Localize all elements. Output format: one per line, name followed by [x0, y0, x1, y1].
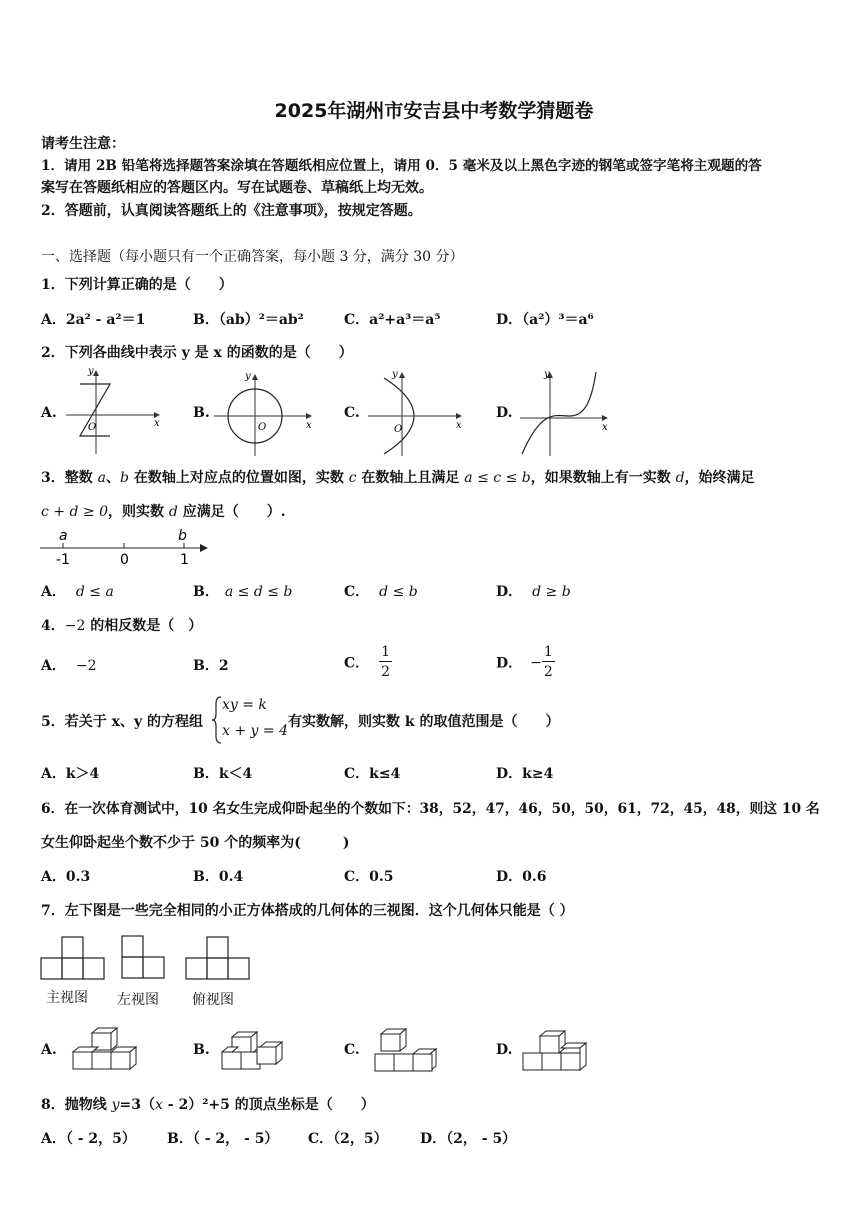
q3-option-c[interactable]: C． d ≤ b: [344, 584, 418, 600]
q7-view2-label: 左视图: [117, 992, 159, 1008]
q2-option-c[interactable]: C.: [344, 405, 360, 421]
q6-option-b[interactable]: B．0.4: [193, 869, 244, 885]
q2-a-origin: O: [88, 422, 97, 433]
q4-option-b[interactable]: B．2: [193, 658, 229, 674]
q5-option-d[interactable]: D．k≥4: [496, 766, 554, 782]
q7-solid-d: [520, 1025, 590, 1075]
notice-line1a: 1．请用 2B 铅笔将选择题答案涂填在答题纸相应位置上，请用 0．5 毫米及以上黑色字迹的钢笔或签字笔将主观题的答: [41, 158, 762, 174]
q7-top-view: [185, 936, 253, 982]
q2-option-a[interactable]: A.: [41, 405, 57, 421]
q8-stem: 8．抛物线 y=3（x - 2）²+5 的顶点坐标是（ ）: [41, 1097, 375, 1113]
q2-b-x-label: x: [306, 420, 312, 431]
q5-eq2: x + y = 4: [222, 723, 288, 739]
notice-line2: 2．答题前，认真阅读答题纸上的《注意事项》，按规定答题。: [41, 203, 422, 219]
q8-option-b[interactable]: B．（ - 2， - 5）: [167, 1131, 279, 1147]
q7-view1-label: 主视图: [46, 990, 88, 1006]
q4-option-a[interactable]: A． −2: [41, 658, 97, 674]
q3-option-a[interactable]: A． d ≤ a: [41, 584, 114, 600]
q2-graph-c: [364, 368, 464, 458]
q4-option-d[interactable]: D． − $\frac{1}{2}$: [496, 644, 553, 680]
q7-option-c[interactable]: C.: [344, 1042, 360, 1058]
q7-left-view: [120, 934, 168, 982]
q7-option-a[interactable]: A.: [41, 1042, 57, 1058]
q8-option-a[interactable]: A．（ - 2，5）: [41, 1131, 136, 1147]
q2-stem: 2．下列各曲线中表示 y 是 x 的函数的是（ ）: [41, 345, 353, 361]
q7-option-d[interactable]: D.: [496, 1042, 513, 1058]
q7-option-b[interactable]: B.: [193, 1042, 210, 1058]
q6-option-d[interactable]: D．0.6: [496, 869, 547, 885]
q2-c-origin: O: [394, 424, 403, 435]
q8-option-d[interactable]: D．（2， - 5）: [420, 1131, 517, 1147]
q2-graph-d: [516, 368, 616, 458]
q8-option-c[interactable]: C．（2，5）: [308, 1131, 388, 1147]
q2-option-d[interactable]: D.: [496, 405, 513, 421]
q2-b-origin: O: [258, 422, 267, 433]
q2-c-y-label: y: [392, 369, 398, 380]
q3-tick-neg1: -1: [56, 552, 70, 568]
notice-heading: 请考生注意：: [41, 136, 125, 152]
q2-graph-a: [62, 368, 162, 458]
q3-point-a: a: [59, 528, 68, 544]
q7-solid-c: [370, 1025, 440, 1075]
q2-b-y-label: y: [245, 371, 251, 382]
q1-option-d[interactable]: D．（a²）³＝a⁶: [496, 312, 594, 328]
q3-line1: 3．整数 a、b 在数轴上对应点的位置如图，实数 c 在数轴上且满足 a ≤ c ≤ b，如果数轴上有一实数 d，始终满足: [41, 470, 755, 486]
q1-option-b[interactable]: B．（ab）²＝ab²: [193, 312, 304, 328]
q6-option-c[interactable]: C．0.5: [344, 869, 394, 885]
q3-line2: c + d ≥ 0，则实数 d 应满足（ ）.: [41, 504, 286, 520]
q7-solid-a: [68, 1025, 138, 1075]
q7-front-view: [40, 936, 108, 982]
q4-option-c[interactable]: C． $\frac{1}{2}$: [344, 644, 391, 680]
q2-c-x-label: x: [456, 420, 462, 431]
q5-option-a[interactable]: A．k＞4: [41, 766, 100, 782]
q5-stem-b: 有实数解，则实数 k 的取值范围是（ ）: [288, 714, 560, 730]
q2-d-y-label: y: [544, 369, 550, 380]
q6-option-a[interactable]: A．0.3: [41, 869, 91, 885]
q2-a-x-label: x: [154, 418, 160, 429]
q7-stem: 7．左下图是一些完全相同的小正方体搭成的几何体的三视图．这个几何体只能是（ ）: [41, 903, 574, 919]
q3-tick-1: 1: [180, 552, 189, 568]
q6-line1: 6．在一次体育测试中，10 名女生完成仰卧起坐的个数如下：38，52，47，46，50，50，61，72，45，48，则这 10 名: [41, 801, 820, 817]
q3-option-b[interactable]: B． a ≤ d ≤ b: [193, 584, 293, 600]
q2-a-y-label: y: [88, 366, 94, 377]
q3-tick-0: 0: [120, 552, 129, 568]
q7-view3-label: 俯视图: [192, 992, 234, 1008]
q5-option-c[interactable]: C．k≤4: [344, 766, 401, 782]
q3-option-d[interactable]: D． d ≥ b: [496, 584, 571, 600]
q1-option-c[interactable]: C．a²+a³＝a⁵: [344, 312, 441, 328]
q5-option-b[interactable]: B．k＜4: [193, 766, 253, 782]
q3-ineq: a ≤ c ≤ b: [464, 470, 531, 486]
q3-number-line: [40, 526, 210, 570]
q1-stem: 1．下列计算正确的是（ ）: [41, 277, 233, 293]
q6-line2: 女生仰卧起坐个数不少于 50 个的频率为( ): [41, 835, 350, 851]
q7-solid-b: [218, 1025, 288, 1075]
q5-stem-a: 5．若关于 x、y 的方程组: [41, 714, 203, 730]
q3-point-b: b: [178, 528, 187, 544]
q4-stem: 4．−2 的相反数是（ ）: [41, 618, 203, 634]
page-title: 2025年湖州市安吉县中考数学猜题卷: [274, 100, 594, 122]
section-heading: 一、选择题（每小题只有一个正确答案，每小题 3 分，满分 30 分）: [41, 249, 464, 265]
q1-option-a[interactable]: A．2a² - a²＝1: [41, 312, 146, 328]
notice-line1b: 案写在答题纸相应的答题区内。写在试题卷、草稿纸上均无效。: [41, 180, 433, 196]
q2-graph-b: [214, 370, 314, 458]
q2-option-b[interactable]: B.: [193, 405, 210, 421]
q2-d-x-label: x: [602, 422, 608, 433]
q5-eq1: xy = k: [222, 697, 267, 713]
